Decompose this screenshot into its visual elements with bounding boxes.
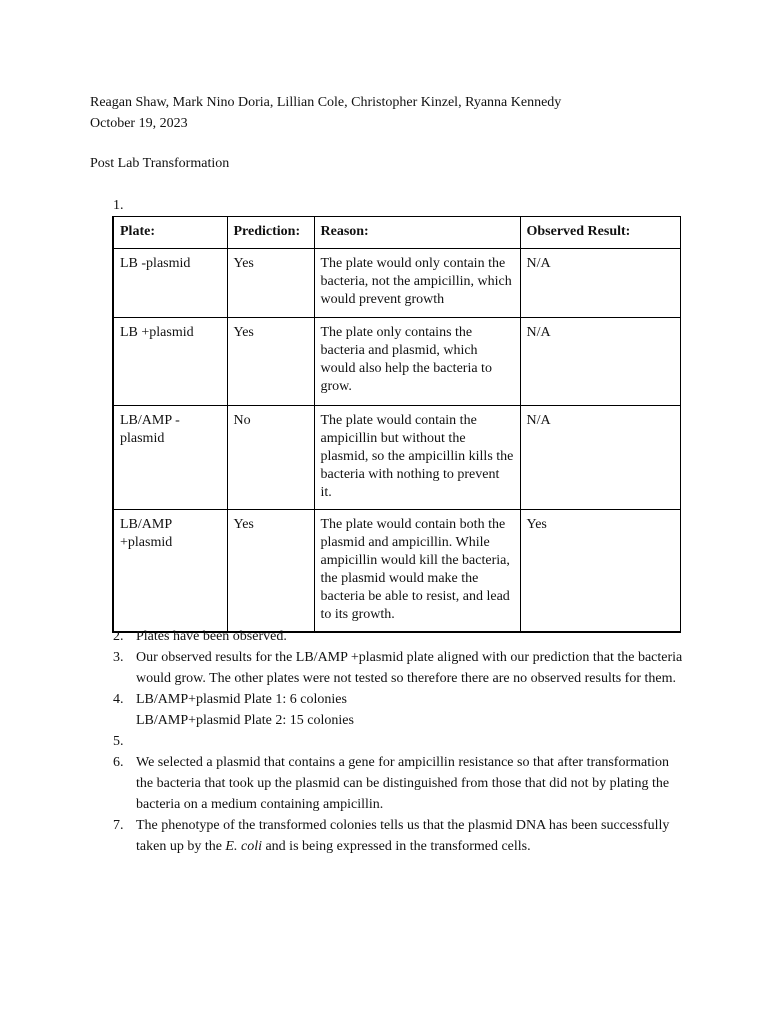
table-header-row	[113, 217, 680, 249]
list-item-number: 6.	[113, 755, 124, 770]
cell-reason: The plate would contain the ampicillin but without the plasmid, so the ampicillin kills the bacteria with nothing to prevent it.	[314, 406, 520, 510]
cell-observed: N/A	[520, 406, 680, 510]
header-reason: Reason:	[314, 217, 520, 249]
list-item-text: Our observed results for the LB/AMP +plasmid plate aligned with our prediction that the bacteria would grow. The other plates were not tested so therefore there are no observed results for them.	[136, 650, 683, 686]
list-item	[113, 626, 683, 647]
authors-line: Reagan Shaw, Mark Nino Doria, Lillian Cole, Christopher Kinzel, Ryanna Kennedy	[90, 95, 562, 110]
cell-observed: N/A	[520, 249, 680, 318]
list-item-number: 3.	[113, 650, 124, 665]
document-title: Post Lab Transformation	[90, 156, 230, 171]
table-row	[113, 510, 680, 633]
table-row	[113, 249, 680, 318]
table-row	[113, 406, 680, 510]
header-observed-result: Observed Result:	[520, 217, 680, 249]
cell-reason: The plate would only contain the bacteria, not the ampicillin, which would prevent growth	[314, 249, 520, 318]
cell-prediction: Yes	[227, 249, 314, 318]
list-item	[113, 815, 683, 857]
cell-plate: LB +plasmid	[113, 318, 227, 406]
cell-prediction: No	[227, 406, 314, 510]
header-prediction: Prediction:	[227, 217, 314, 249]
cell-plate-text: LB/AMP -plasmid	[120, 413, 180, 446]
list-item-number: 7.	[113, 818, 124, 833]
item-1-number: 1.	[113, 198, 124, 213]
cell-reason: The plate would contain both the plasmid and ampicillin. While ampicillin would kill the bacteria, the plasmid would make the bacteria be able to resist, and lead to its growth.	[314, 510, 520, 633]
list-item-text-before: The phenotype of the transformed colonies tells us that the plasmid DNA has been successfully taken up by the	[136, 818, 670, 854]
table-row	[113, 318, 680, 406]
list-item-text: Plates have been observed.	[136, 629, 287, 644]
list-item	[113, 689, 683, 731]
cell-observed: N/A	[520, 318, 680, 406]
cell-plate	[113, 406, 227, 510]
document-header	[90, 92, 561, 134]
cell-prediction: Yes	[227, 510, 314, 633]
prediction-table	[112, 216, 681, 633]
cell-reason: The plate only contains the bacteria and plasmid, which would also help the bacteria to grow.	[314, 318, 520, 406]
list-item-text: We selected a plasmid that contains a gene for ampicillin resistance so that after transformation the bacteria that took up the plasmid can be distinguished from those that did not by plating the bacteria on a medium containing ampicillin.	[136, 755, 670, 812]
cell-plate-text: LB/AMP +plasmid	[120, 517, 173, 550]
list-item-line: LB/AMP+plasmid Plate 2: 15 colonies	[136, 713, 354, 728]
list-item-text-after: and is being expressed in the transformed cells.	[261, 839, 531, 854]
list-item	[113, 752, 683, 815]
cell-prediction: Yes	[227, 318, 314, 406]
date-line: October 19, 2023	[90, 116, 188, 131]
answers-list	[113, 626, 683, 857]
list-item-line: LB/AMP+plasmid Plate 1: 6 colonies	[136, 692, 347, 707]
list-item	[113, 731, 683, 752]
cell-plate: LB -plasmid	[113, 249, 227, 318]
header-plate: Plate:	[113, 217, 227, 249]
list-item-number: 4.	[113, 692, 124, 707]
list-item-number: 2.	[113, 629, 124, 644]
list-item-number: 5.	[113, 734, 124, 749]
list-item-text-italic: E. coli	[225, 839, 262, 854]
cell-plate	[113, 510, 227, 633]
cell-observed: Yes	[520, 510, 680, 633]
list-item	[113, 647, 683, 689]
